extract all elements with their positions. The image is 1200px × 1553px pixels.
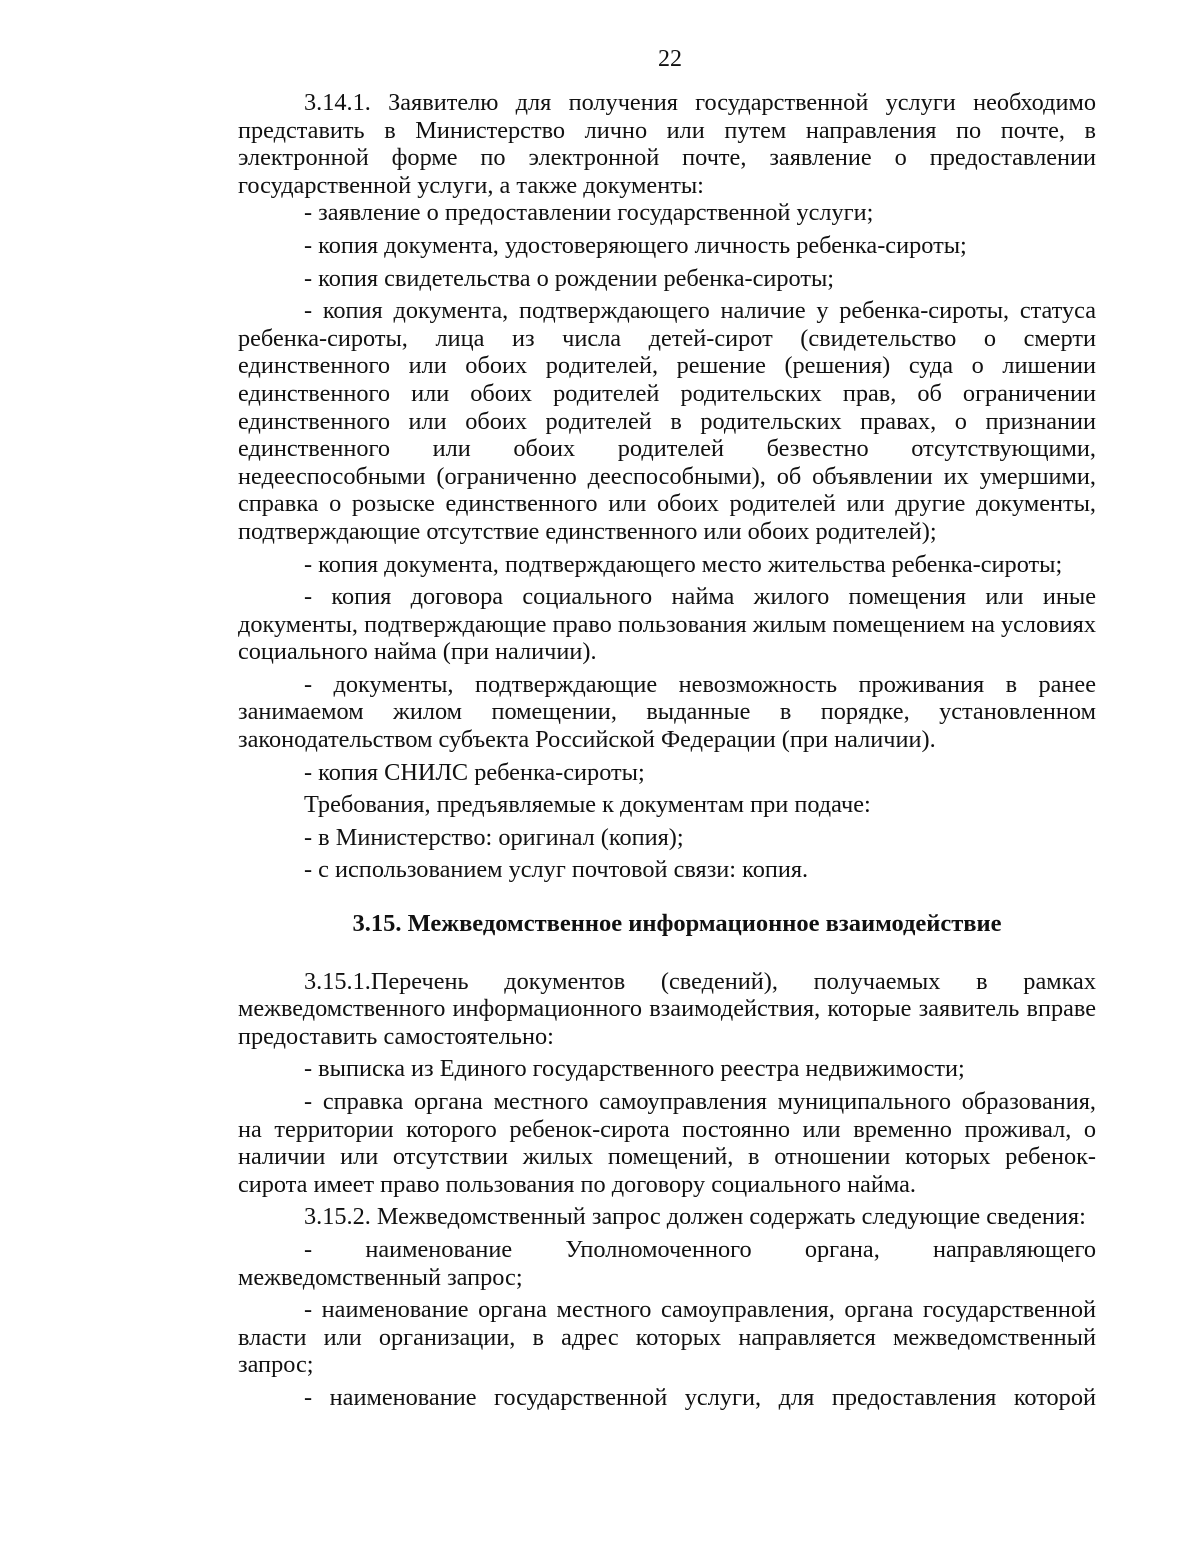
- section-heading: 3.15. Межведомственное информационное взаимодействие: [352, 910, 1002, 938]
- list-item: - наименование государственной услуги, для предоставления которой: [304, 1383, 1096, 1411]
- list-item: - копия СНИЛС ребенка-сироты;: [304, 758, 645, 786]
- list-item: - с использованием услуг почтовой связи: копия.: [304, 856, 809, 884]
- page-number: 22: [658, 46, 682, 72]
- list-item: - копия документа, подтверждающего место жительства ребенка-сироты;: [304, 550, 1063, 578]
- list-item: - копия договора социального найма жилого помещения или иные документы, подтверждающие право пользования жилым помещением на условиях социального найма (при наличии).: [238, 583, 1096, 666]
- list-item: - наименование органа местного самоуправления, органа государственной власти или организации, в адрес которых направляется межведомственный запрос;: [238, 1296, 1096, 1379]
- paragraph-3-15-1: 3.15.1.Перечень документов (сведений), получаемых в рамках межведомственного информационного взаимодействия, которые заявитель вправе предоставить самостоятельно:: [238, 967, 1096, 1050]
- list-item: - выписка из Единого государственного реестра недвижимости;: [304, 1055, 965, 1083]
- list-item: - документы, подтверждающие невозможность проживания в ранее занимаемом жилом помещении, выданные в порядке, установленном законодательством субъекта Российской Федерации (при наличии).: [238, 670, 1096, 754]
- document-body: [238, 89, 1096, 1412]
- list-item: - заявление о предоставлении государственной услуги;: [304, 199, 874, 227]
- list-item: - копия свидетельства о рождении ребенка-сироты;: [304, 264, 835, 292]
- list-item: - копия документа, подтверждающего наличие у ребенка-сироты, статуса ребенка-сироты, лица из числа детей-сирот (свидетельство о смерти единственного или обоих родителей, решение (решения) суда о лишении единственного или обоих родителей родительских прав, об ограничении единственного или обоих родителей в родительских правах, о признании единственного или обоих родителей безвестно отсутствующими, недееспособными (ограниченно дееспособными), об объявлении их умершими, справка о розыске единственного или обоих родителей или другие документы, подтверждающие отсутствие единственного или обоих родителей);: [238, 297, 1096, 545]
- list-item: - наименование Уполномоченного органа, направляющего межведомственный запрос;: [238, 1235, 1096, 1291]
- list-item: - справка органа местного самоуправления муниципального образования, на территории которого ребенок-сирота постоянно или временно проживал, о наличии или отсутствии жилых помещений, в отношении которых ребенок-сирота имеет право пользования по договору социального найма.: [238, 1088, 1096, 1198]
- paragraph-3-15-2: 3.15.2. Межведомственный запрос должен содержать следующие сведения:: [304, 1203, 1086, 1231]
- paragraph-3-14-1: 3.14.1. Заявителю для получения государственной услуги необходимо представить в Министерство лично или путем направления по почте, в электронной форме по электронной почте, заявление о предоставлении государственной услуги, а также документы:: [238, 89, 1096, 199]
- list-item: - копия документа, удостоверяющего личность ребенка-сироты;: [304, 231, 967, 259]
- list-item: - в Министерство: оригинал (копия);: [304, 823, 684, 851]
- requirements-title: Требования, предъявляемые к документам при подаче:: [304, 791, 871, 819]
